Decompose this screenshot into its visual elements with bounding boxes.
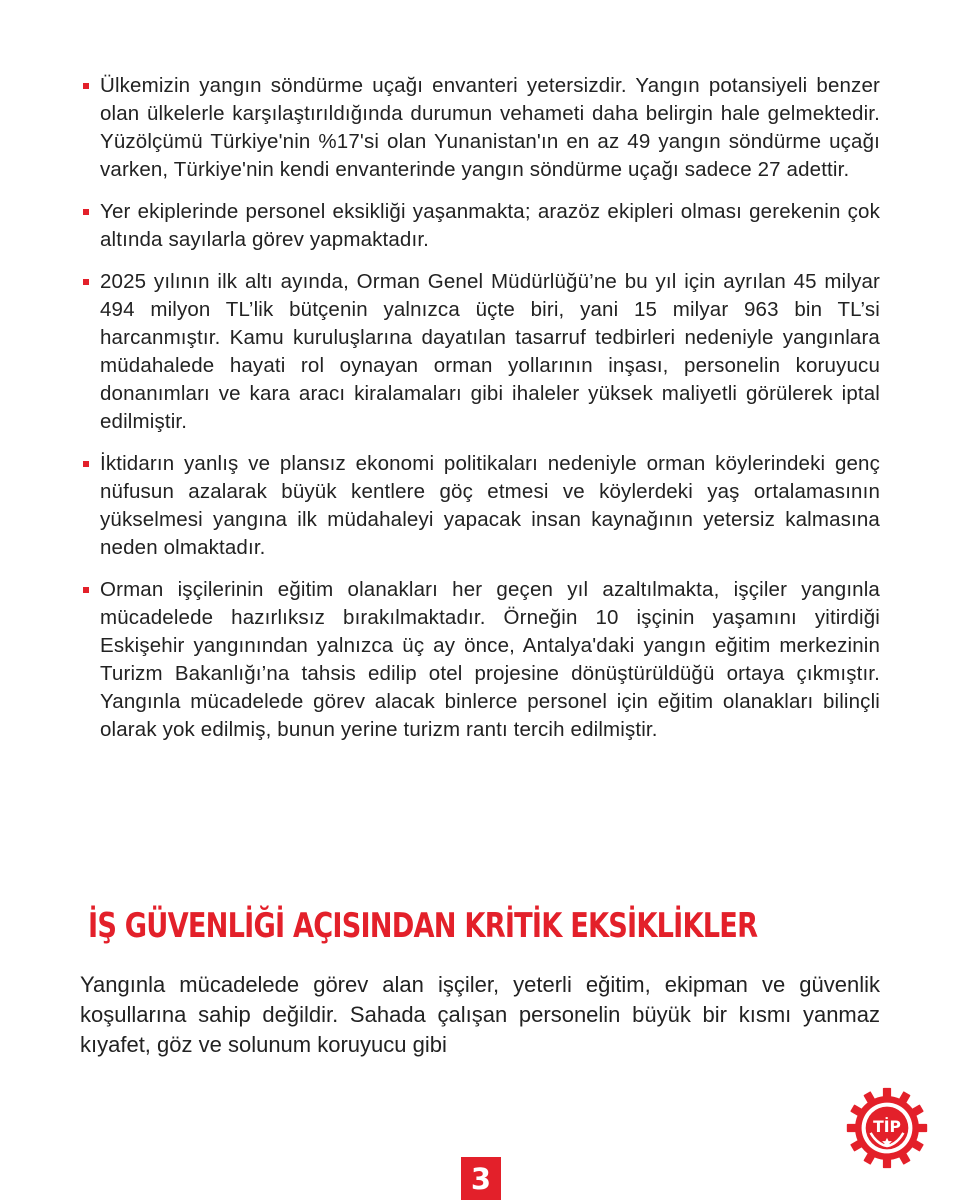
bullet-square-icon (83, 209, 89, 215)
logo-text: TİP (873, 1118, 901, 1137)
list-item (80, 268, 880, 436)
list-item (80, 576, 880, 744)
section-intro-paragraph: Yangınla mücadelede görev alan işçiler, yeterli eğitim, ekipman ve güvenlik koşullarına sahip değildir. Sahada çalışan personelin büyük bir kısmı yanmaz kıyafet, göz ve solunum koruyucu gibi (80, 972, 880, 1057)
bullet-square-icon (83, 83, 89, 89)
page-number: 3 (461, 1157, 501, 1200)
bullet-text: Orman işçilerinin eğitim olanakları her geçen yıl azaltılmakta, işçiler yangınla mücadelede hazırlıksız bırakılmaktadır. Örneğin 10 işçinin yaşamını yitirdiği Eskişehir yangınından yalnızca üç ay önce, Antalya'daki yangın eğitim merkezinin Turizm Bakanlığı’na tahsis edilip otel projesine dönüştürüldüğü ortaya çıkmıştır. Yangınla mücadelede görev alacak binlerce personel için eğitim olanakları bilinçli olarak yok edilmiş, bunun yerine turizm rantı tercih edilmiştir. (100, 578, 880, 741)
tip-logo (846, 1087, 928, 1169)
bullet-square-icon (83, 279, 89, 285)
list-item (80, 198, 880, 254)
list-item (80, 72, 880, 184)
bullet-text: Ülkemizin yangın söndürme uçağı envanteri yetersizdir. Yangın potansiyeli benzer olan ülkelerle karşılaştırıldığında durumun vehameti daha belirgin hale gelmektedir. Yüzölçümü Türkiye'nin %17'si olan Yunanistan'ın en az 49 yangın söndürme uçağı varken, Türkiye'nin kendi envanterinde yangın söndürme uçağı sadece 27 adettir. (100, 74, 880, 181)
bullet-list (80, 72, 880, 758)
bullet-text: İktidarın yanlış ve plansız ekonomi politikaları nedeniyle orman köylerindeki genç nüfusun azalarak büyük kentlere göç etmesi ve köylerdeki yaş ortalamasının yükselmesi yangına ilk müdahaleyi yapacak insan kaynağının yetersiz kalmasına neden olmaktadır. (100, 452, 880, 559)
bullet-text: 2025 yılının ilk altı ayında, Orman Genel Müdürlüğü’ne bu yıl için ayrılan 45 milyar 494 milyon TL’lik bütçenin yalnızca üçte biri, yani 15 milyar 963 bin TL’si harcanmıştır. Kamu kuruluşlarına dayatılan tasarruf tedbirleri nedeniyle yangınlara müdahalede hayati rol oynayan orman yollarının inşası, personelin koruyucu donanımları ve kara aracı kiralamaları gibi ihaleler yüksek maliyetli görülerek iptal edilmiştir. (100, 270, 880, 433)
section-title: İŞ GÜVENLİĞİ AÇISINDAN KRİTİK EKSİKLİKLER (88, 906, 758, 946)
bullet-text: Yer ekiplerinde personel eksikliği yaşanmakta; arazöz ekipleri olması gerekenin çok altında sayılarla görev yapmaktadır. (100, 200, 880, 251)
bullet-square-icon (83, 587, 89, 593)
list-item (80, 450, 880, 562)
bullet-square-icon (83, 461, 89, 467)
